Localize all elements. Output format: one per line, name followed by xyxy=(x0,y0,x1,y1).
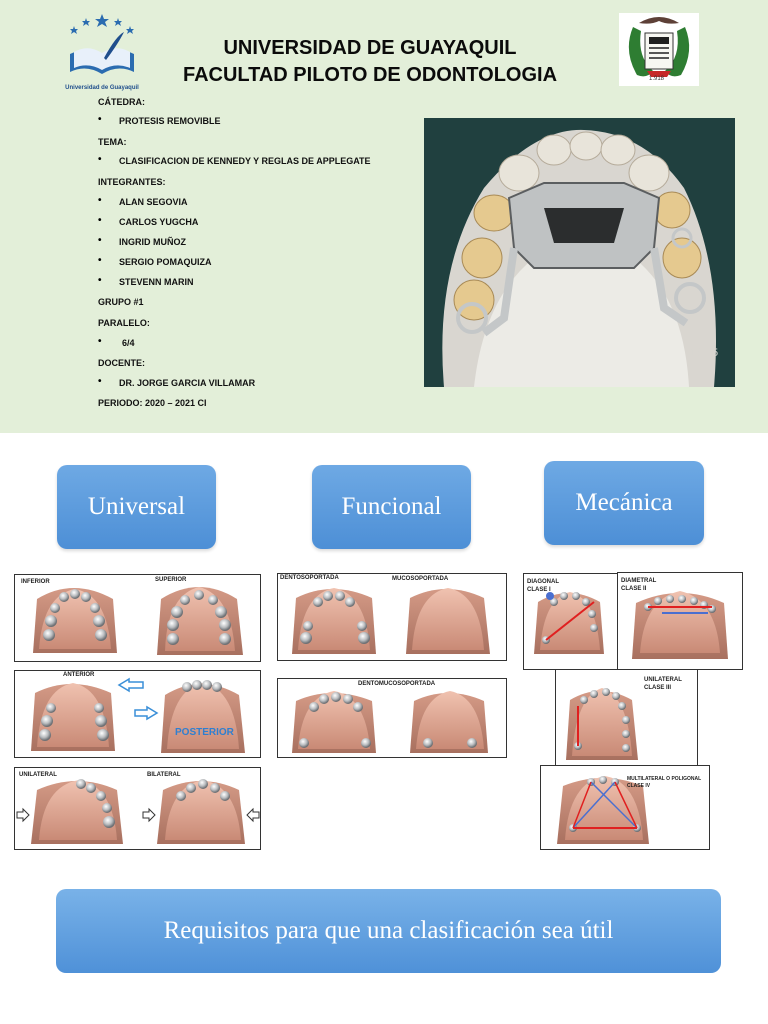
faculty-title: FACULTAD PILOTO DE ODONTOLOGIA xyxy=(182,64,558,86)
anterior-posterior-panel xyxy=(14,670,261,758)
funcional-category-button[interactable]: Funcional xyxy=(312,465,471,549)
arrow-right-icon xyxy=(143,809,155,821)
diametral-clase2-panel xyxy=(617,572,743,670)
grupo-label: GRUPO #1 xyxy=(98,297,144,307)
integrantes-label: INTEGRANTES: xyxy=(98,177,166,187)
mecanica-category-button[interactable]: Mecánica xyxy=(544,461,704,545)
mucosoportada-label: MUCOSOPORTADA xyxy=(392,576,449,582)
bullet: • xyxy=(98,235,102,246)
integrante-name: STEVENN MARIN xyxy=(119,277,194,287)
posterior-label: POSTERIOR xyxy=(175,727,234,738)
university-title: UNIVERSIDAD DE GUAYAQUIL xyxy=(223,37,517,59)
photo-stamp: 18 - 5 xyxy=(690,347,719,359)
anterior-label: ANTERIOR xyxy=(63,672,95,678)
dentomucosoportada-label: DENTOMUCOSOPORTADA xyxy=(358,681,436,687)
docente-label: DOCENTE: xyxy=(98,358,145,368)
unilateral-bilateral-panel xyxy=(14,767,261,850)
paralelo-value: 6/4 xyxy=(122,338,135,348)
tema-value: CLASIFICACION DE KENNEDY Y REGLAS DE APPLEGATE xyxy=(119,156,371,166)
paralelo-label: PARALELO: xyxy=(98,318,150,328)
bilateral-label: BILATERAL xyxy=(147,772,181,778)
header-section xyxy=(0,0,768,433)
universal-category-button[interactable]: Universal xyxy=(57,465,216,549)
arrow-left-icon xyxy=(247,809,259,821)
arch-models xyxy=(278,679,506,757)
integrante-name: CARLOS YUGCHA xyxy=(119,217,199,227)
bullet: • xyxy=(98,376,102,387)
multilateral-clase4-panel xyxy=(540,765,710,850)
arch-models xyxy=(15,768,260,849)
arrow-left-icon xyxy=(119,679,143,691)
faculty-logo-year: 1.918 xyxy=(649,76,665,82)
docente-value: DR. JORGE GARCIA VILLAMAR xyxy=(119,378,256,388)
inferior-label: INFERIOR xyxy=(21,579,50,585)
integrante-name: SERGIO POMAQUIZA xyxy=(119,257,212,267)
integrante-name: INGRID MUÑOZ xyxy=(119,237,186,247)
integrante-name: ALAN SEGOVIA xyxy=(119,197,188,207)
catedra-value: PROTESIS REMOVIBLE xyxy=(119,116,221,126)
superior-label: SUPERIOR xyxy=(155,577,187,583)
inferior-superior-panel xyxy=(14,574,261,662)
diametral-label: DIAMETRAL CLASE II xyxy=(621,578,657,592)
arch-models xyxy=(15,671,260,757)
periodo-label: PERIODO: 2020 – 2021 CI xyxy=(98,398,207,408)
unilateral-label: UNILATERAL xyxy=(19,772,57,778)
unilateral-clase3-label: UNILATERAL CLASE III xyxy=(644,677,682,691)
bullet: • xyxy=(98,114,102,125)
university-logo-caption: Universidad de Guayaquil xyxy=(65,85,139,91)
dentomuco-panel xyxy=(277,678,507,758)
bullet: • xyxy=(98,275,102,286)
arch-models xyxy=(15,575,260,661)
multilateral-label: MULTILATERAL O POLIGONAL CLASE IV xyxy=(627,776,702,789)
tema-label: TEMA: xyxy=(98,137,127,147)
diagonal-clase1-panel xyxy=(523,573,622,670)
bullet: • xyxy=(98,154,102,165)
diagonal-label: DIAGONAL CLASE I xyxy=(527,579,559,593)
dento-muco-panel xyxy=(277,573,507,661)
arch-models xyxy=(278,574,506,660)
arch-model-superior xyxy=(157,587,243,655)
bullet: • xyxy=(98,195,102,206)
requisitos-banner[interactable]: Requisitos para que una clasificación sea útil xyxy=(56,889,721,973)
denture-photo xyxy=(424,118,735,387)
arrow-right-icon xyxy=(17,809,29,821)
arrow-right-icon xyxy=(135,707,157,719)
bullet: • xyxy=(98,215,102,226)
bullet: • xyxy=(98,336,102,347)
faculty-logo xyxy=(619,13,699,86)
catedra-label: CÁTEDRA: xyxy=(98,97,145,107)
arch-model-inferior xyxy=(33,588,117,653)
dentosoportada-label: DENTOSOPORTADA xyxy=(280,575,339,581)
bullet: • xyxy=(98,255,102,266)
unilateral-clase3-panel xyxy=(555,669,698,767)
